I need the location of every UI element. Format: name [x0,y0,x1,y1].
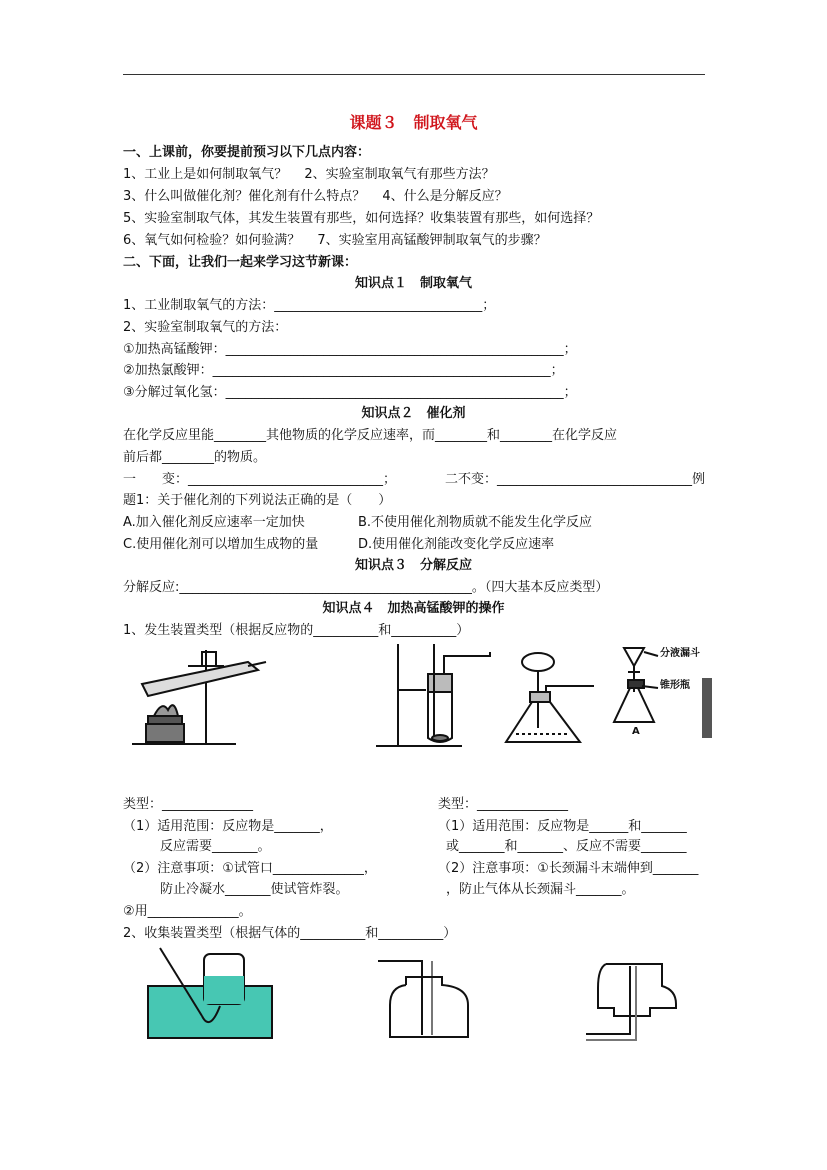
knowledge-point-1-title: 知识点１ 制取氧气 [354,276,472,291]
funnel-tube-apparatus-drawing [372,640,492,750]
fill-line: ，防止气体从长颈漏斗_______。 [446,882,635,897]
page-title: 课题３ 制取氧气 [349,113,478,132]
fill-line: ②加热氯酸钾：____________________________________________________； [123,363,564,378]
header-rule [123,74,705,75]
fill-line: ②用______________。 [123,904,252,919]
fill-line: （2）注意事项：①长颈漏斗末端伸到_______ [438,861,699,876]
label-separatory-funnel: 分液漏斗 [660,648,700,659]
option-a: A.加入催化剂反应速率一定加快 [123,515,305,530]
fill-line: 二不变：______________________________例 [445,472,706,487]
label-conical-flask: 锥形瓶 [660,680,690,691]
type-line-left: 类型：______________ [123,797,254,812]
knowledge-point-3-title: 知识点３ 分解反应 [354,558,472,573]
option-c: C.使用催化剂可以增加生成物的量 [123,537,319,552]
conical-flask-apparatus-drawing [502,650,594,750]
knowledge-point-2-title: 知识点２ 催化剂 [361,406,466,421]
fill-line: ①加热高锰酸钾：____________________________________________________； [123,342,577,357]
fill-line: 2、收集装置类型（根据气体的__________和__________） [123,926,457,941]
preview-question: 3、什么叫做催化剂？催化剂有什么特点？ 4、什么是分解反应？ [123,189,508,204]
fill-line: 分解反应:_____________________________________________。（四大基本反应类型） [123,580,609,595]
heating-apparatus-drawing [128,640,268,750]
upward-air-displacement-drawing [376,955,472,1039]
fill-line: 或_______和_______、反应不需要_______ [446,839,687,854]
water-displacement-drawing [146,946,274,1042]
fill-line: 1、工业制取氧气的方法：________________________________； [123,298,496,313]
fill-line: 防止冷凝水_______使试管炸裂。 [160,882,349,897]
downward-air-displacement-drawing [584,958,680,1042]
section2-heading: 二、下面，让我们一起来学习这节新课： [123,255,358,270]
section1-heading: 一、上课前，你要提前预习以下几点内容： [123,145,371,160]
option-d: D.使用催化剂能改变化学反应速率 [358,537,555,552]
option-b: B.不使用催化剂物质就不能发生化学反应 [358,515,593,530]
fill-line: ③分解过氧化氢：____________________________________________________； [123,385,577,400]
fill-line: 反应需要_______。 [160,839,271,854]
fill-line: 一 变：______________________________； [123,472,397,487]
fill-line: （2）注意事项：①试管口______________， [123,861,377,876]
text-line: 2、实验室制取氧气的方法： [123,320,288,335]
knowledge-point-4-title: 知识点４ 加热高锰酸钾的操作 [322,601,505,616]
fill-line: 前后都________的物质。 [123,450,267,465]
type-line-right: 类型：______________ [438,797,569,812]
preview-question: 5、实验室制取气体，其发生装置有那些，如何选择？收集装置有那些，如何选择？ [123,211,600,226]
fill-line: （1）适用范围：反应物是______和_______ [438,819,687,834]
preview-question: 1、工业上是如何制取氧气？ 2、实验室制取氧气有那些方法？ [123,167,495,182]
example-question: 题1：关于催化剂的下列说法正确的是（ ） [123,493,392,508]
preview-question: 6、氧气如何检验？如何验满？ 7、实验室用高锰酸钾制取氧气的步骤？ [123,233,547,248]
label-a: A [632,726,640,737]
fill-line: 1、发生装置类型（根据反应物的__________和__________） [123,623,470,638]
fill-line: 在化学反应里能________其他物质的化学反应速率，而________和________在化学反应 [123,428,618,443]
fill-line: （1）适用范围：反应物是_______， [123,819,333,834]
